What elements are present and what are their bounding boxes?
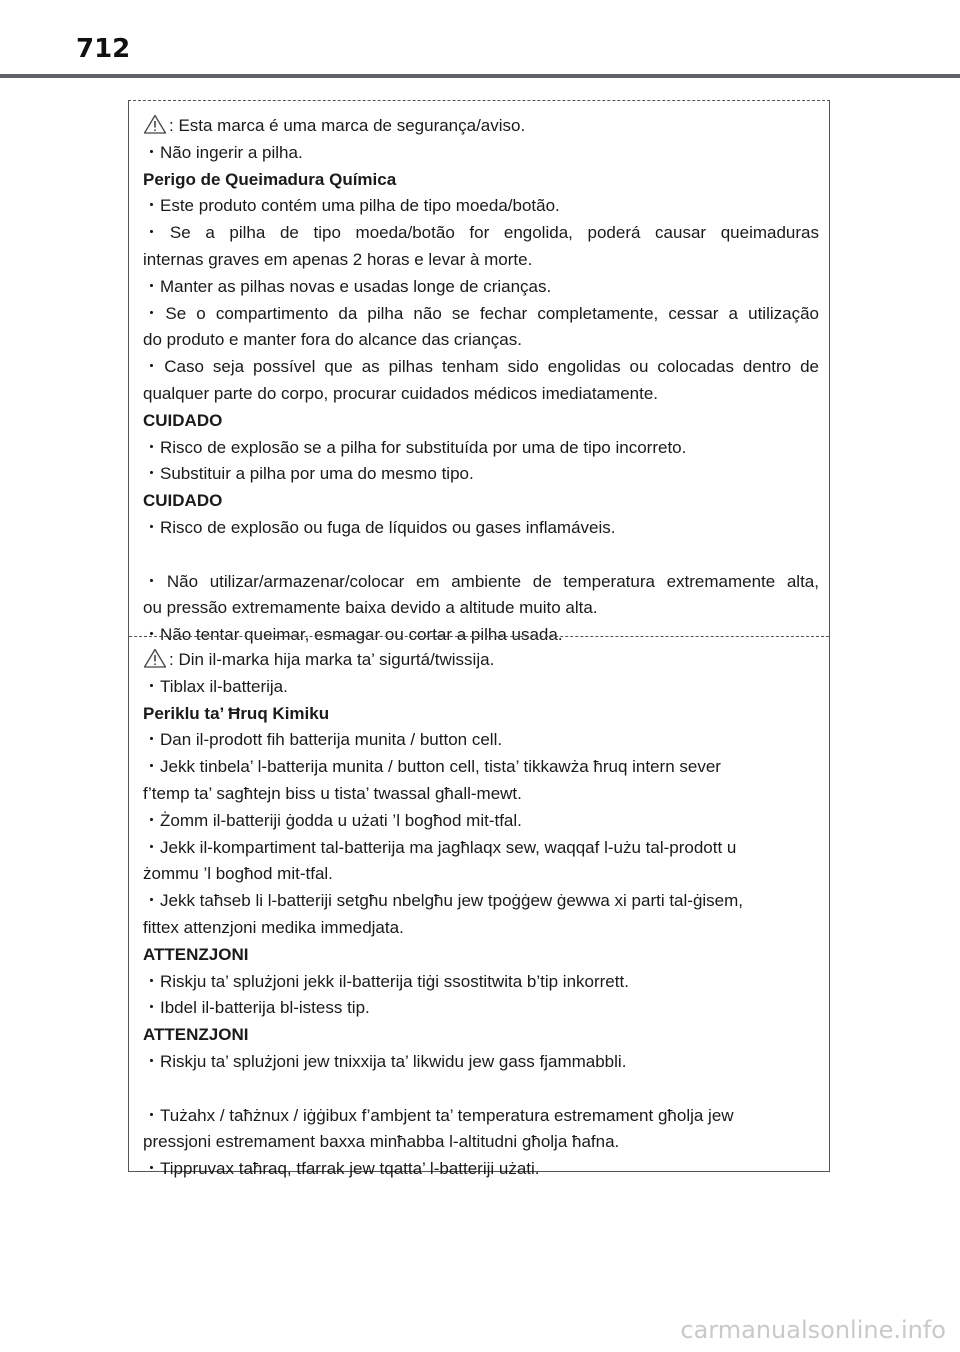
text-line: fittex attenzjoni medika immedjata. — [143, 917, 404, 937]
text-line: pressjoni estremament baxxa minħabba l-altitudni għolja ħafna. — [143, 1132, 620, 1152]
text-line: ・Risco de explosão se a pilha for substituída por uma de tipo incorreto. — [143, 437, 687, 457]
warning-triangle-icon — [143, 648, 167, 668]
section-maltese — [129, 647, 829, 1183]
text-line: ・Manter as pilhas novas e usadas longe de crianças. — [143, 276, 552, 296]
text-line: ・Risco de explosão ou fuga de líquidos ou gases inflamáveis. — [143, 517, 616, 537]
section-divider — [129, 636, 829, 637]
section-portuguese — [129, 113, 829, 649]
text-line: ・Dan il-prodott fih batterija munita / button cell. — [143, 730, 503, 750]
warning-mark-label: : Esta marca é uma marca de segurança/aviso. — [169, 116, 526, 135]
text-line: żommu ’l bogħod mit-tfal. — [143, 864, 333, 884]
page-number: 712 — [76, 34, 131, 64]
heading-attention: ATTENZJONI — [143, 1025, 249, 1045]
warning-mark-label: : Din il-marka hija marka ta’ sigurtá/twissija. — [169, 650, 495, 669]
text-line: ・Riskju ta’ splużjoni jew tnixxija ta’ likwidu jew gass fjammabbli. — [143, 1051, 627, 1071]
text-line: ・Riskju ta’ splużjoni jekk il-batterija tiġi ssostitwita b’tip inkorrett. — [143, 971, 629, 991]
text-line: internas graves em apenas 2 horas e levar à morte. — [143, 249, 533, 269]
warning-triangle-icon — [143, 114, 167, 134]
text-line: ・Se o compartimento da pilha não se fechar completamente, cessar a utilização — [143, 303, 819, 323]
battery-warning-box — [128, 100, 830, 1179]
text-line: ・Caso seja possível que as pilhas tenham sido engolidas ou colocadas dentro de — [143, 357, 819, 377]
heading-attention: ATTENZJONI — [143, 944, 249, 964]
text-line: ・Não utilizar/armazenar/colocar em ambiente de temperatura extremamente alta, — [143, 571, 819, 591]
text-line: ・Se a pilha de tipo moeda/botão for engolida, poderá causar queimaduras — [143, 223, 819, 243]
heading-caution: CUIDADO — [143, 410, 223, 430]
text-line: ou pressão extremamente baixa devido a altitude muito alta. — [143, 598, 598, 618]
text-line: ・Ibdel il-batterija bl-istess tip. — [143, 998, 370, 1018]
text-line: ・Este produto contém uma pilha de tipo moeda/botão. — [143, 196, 560, 216]
text-line: ・Não ingerir a pilha. — [143, 142, 303, 162]
text-line: ・Não tentar queimar, esmagar ou cortar a pilha usada. — [143, 625, 563, 645]
watermark: carmanualsonline.info — [680, 1316, 946, 1344]
text-line: ・Żomm il-batteriji ġodda u użati ’l bogħod mit-tfal. — [143, 810, 522, 830]
warning-mark-line — [143, 113, 819, 140]
heading-caution: CUIDADO — [143, 491, 223, 511]
heading-chemical-burn: Perigo de Queimadura Química — [143, 169, 397, 189]
text-line: ・Jekk taħseb li l-batteriji setgħu nbelgħu jew tpoġġew ġewwa xi parti tal-ġisem, — [143, 891, 744, 911]
text-line: ・Tiblax il-batterija. — [143, 676, 288, 696]
text-line: ・Jekk il-kompartiment tal-batterija ma jagħlaqx sew, waqqaf l-użu tal-prodott u — [143, 837, 737, 857]
text-line: ・Tużahx / taħżnux / iġġibux f’ambjent ta’ temperatura estremament għolja jew — [143, 1105, 734, 1125]
text-line: ・Tippruvax taħraq, tfarrak jew tqatta’ l-batteriji użati. — [143, 1159, 540, 1179]
warning-mark-line — [143, 647, 819, 674]
text-line: ・Substituir a pilha por uma do mesmo tipo. — [143, 464, 474, 484]
text-line: f’temp ta’ sagħtejn biss u tista’ twassal għall-mewt. — [143, 783, 522, 803]
text-line: ・Jekk tinbela’ l-batterija munita / button cell, tista’ tikkawża ħruq intern sever — [143, 757, 721, 777]
text-line: qualquer parte do corpo, procurar cuidados médicos imediatamente. — [143, 383, 659, 403]
header-rule — [0, 74, 960, 78]
heading-chemical-burn: Periklu ta’ Ħruq Kimiku — [143, 703, 330, 723]
text-line: do produto e manter fora do alcance das crianças. — [143, 330, 522, 350]
